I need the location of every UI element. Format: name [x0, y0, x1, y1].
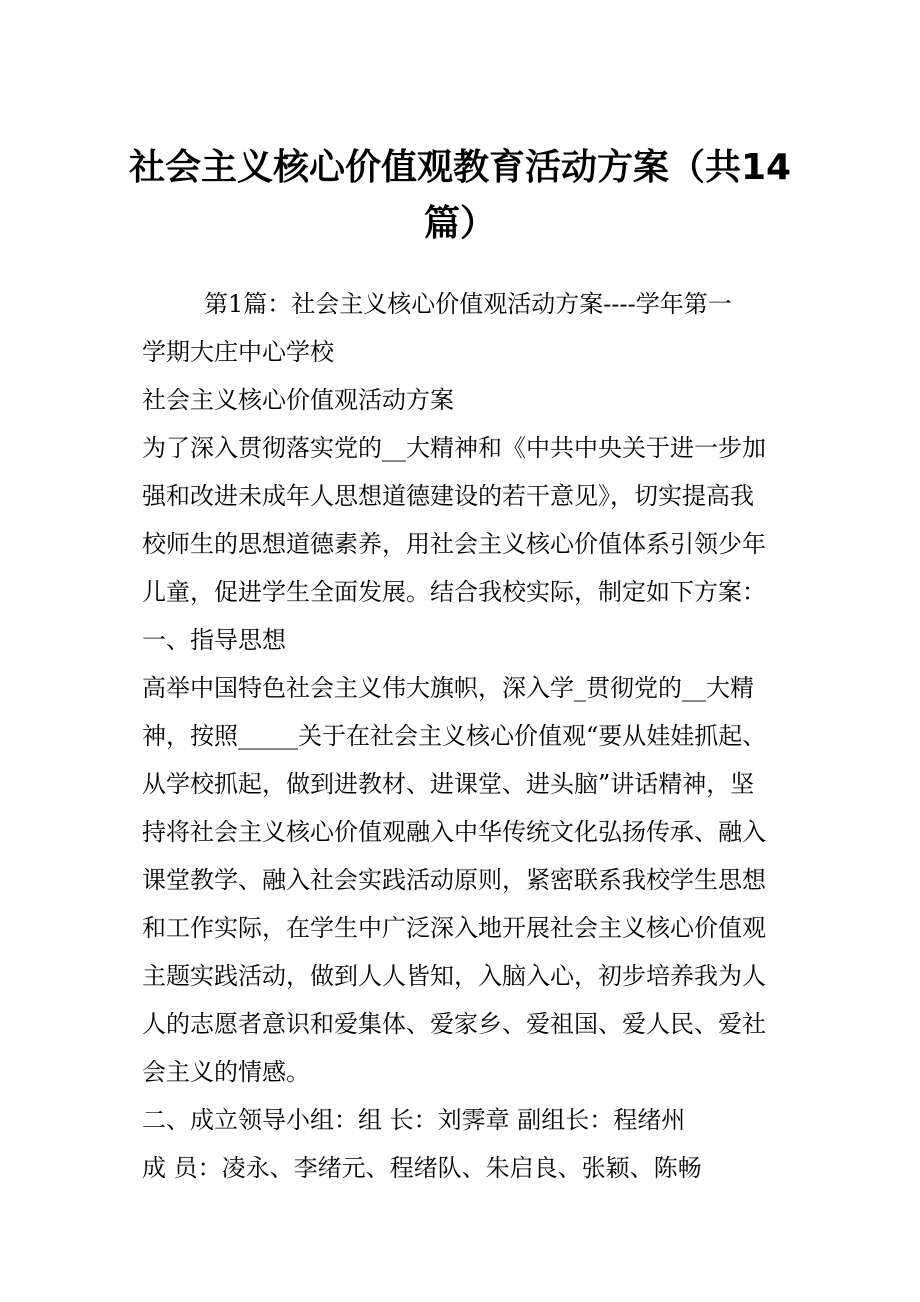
paragraph-line: 校师生的思想道德素养，用社会主义核心价值体系引领少年 — [142, 530, 766, 558]
paragraph-line: 神，按照_____关于在社会主义核心价值观“要从娃娃抓起、 — [142, 722, 767, 750]
paragraph-line: 高举中国特色社会主义伟大旗帜，深入学_贯彻党的__大精 — [142, 674, 754, 702]
title-line-1: 社会主义核心价值观教育活动方案（共14 — [128, 147, 792, 188]
paragraph-line: 主题实践活动，做到人人皆知，入脑入心，初步培养我为人 — [142, 962, 766, 990]
paragraph-line: 人的志愿者意识和爱集体、爱家乡、爱祖国、爱人民、爱社 — [142, 1010, 766, 1038]
paragraph-line: 为了深入贯彻落实党的__大精神和《中共中央关于进一步加 — [142, 434, 766, 462]
paragraph-line: 课堂教学、融入社会实践活动原则，紧密联系我校学生思想 — [142, 866, 766, 894]
members-line: 成 员：凌永、李绪元、程绪队、朱启良、张颖、陈畅 — [142, 1154, 702, 1182]
heading-guiding-thought: 一、指导思想 — [142, 626, 286, 654]
paragraph-line: 强和改进未成年人思想道德建设的若干意见》，切实提高我 — [142, 482, 754, 510]
document-body — [142, 280, 802, 1192]
document-title — [100, 140, 820, 252]
paragraph-line: 会主义的情感。 — [142, 1058, 310, 1086]
paragraph-line: 和工作实际，在学生中广泛深入地开展社会主义核心价值观 — [142, 914, 766, 942]
section-heading-part-1: 第1篇：社会主义核心价值观活动方案----学年第一 — [204, 290, 732, 318]
title-line-2: 篇） — [423, 203, 496, 244]
paragraph-line: 从学校抓起，做到进教材、进课堂、进头脑”讲话精神，坚 — [142, 770, 755, 798]
school-name-line: 学期大庄中心学校 — [142, 338, 334, 366]
heading-leadership-group: 二、成立领导小组：组 长：刘霁章 副组长：程绪州 — [142, 1106, 686, 1134]
plan-title-line: 社会主义核心价值观活动方案 — [142, 386, 454, 414]
paragraph-line: 持将社会主义核心价值观融入中华传统文化弘扬传承、融入 — [142, 818, 766, 846]
paragraph-line: 儿童，促进学生全面发展。结合我校实际，制定如下方案： — [142, 578, 766, 606]
